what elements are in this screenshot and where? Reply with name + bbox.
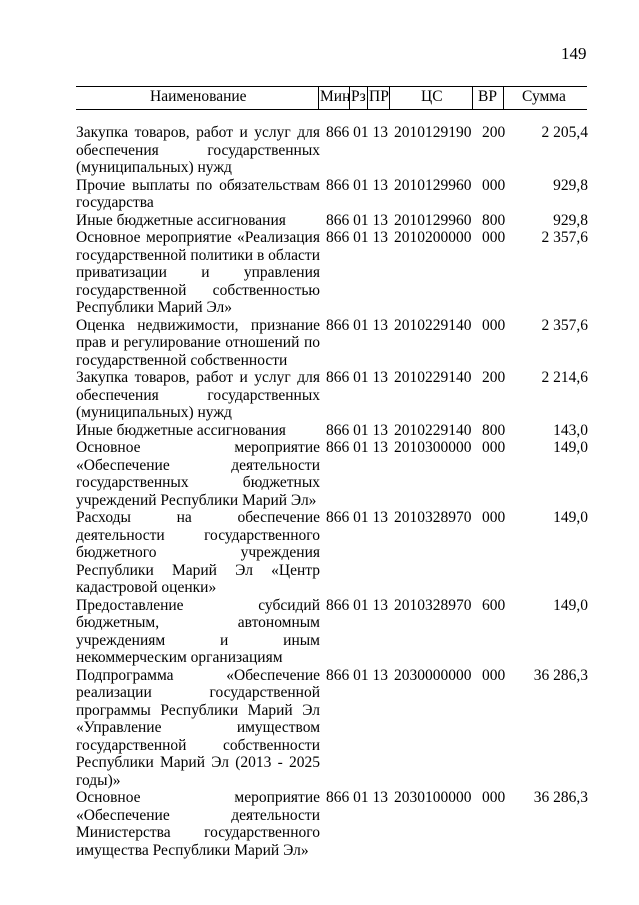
row-rz: 01 [353, 439, 369, 456]
table-row [76, 124, 588, 177]
header-separator [472, 86, 473, 109]
table-row [76, 177, 588, 212]
row-pr: 13 [372, 176, 388, 194]
row-rz: 01 [353, 369, 369, 386]
header-separator [349, 86, 350, 109]
row-vr: 000 [482, 439, 506, 456]
row-min: 866 [326, 369, 350, 386]
row-cs: 2010328970 [394, 596, 472, 614]
table-row [76, 439, 588, 509]
table-row [76, 667, 588, 790]
table-row [76, 229, 588, 317]
row-pr: 13 [372, 666, 388, 684]
table-row [76, 317, 588, 370]
row-codes [320, 597, 390, 667]
row-min: 866 [326, 421, 350, 439]
row-name: Иные бюджетные ассигнования [76, 421, 286, 439]
row-min: 866 [326, 316, 350, 334]
row-codes [320, 124, 390, 177]
row-name: Основное мероприятие «Обеспечение деятельности государственных бюджетных учреждений Республики Марий Эл» [76, 439, 320, 509]
row-rz: 01 [353, 124, 369, 141]
row-name: Закупка товаров, работ и услуг для обеспечения государственных (муниципальных) нужд [76, 124, 320, 176]
row-vr: 200 [482, 124, 506, 141]
row-name: Основное мероприятие «Обеспечение деятельности Министерства государственного имущества Республики Марий Эл» [76, 789, 320, 859]
header-rz: Рз [351, 88, 366, 105]
row-min: 866 [326, 439, 350, 456]
row-codes [320, 509, 390, 597]
row-pr: 13 [372, 229, 388, 246]
row-cs: 2010229140 [394, 369, 472, 386]
row-cs: 2010300000 [394, 439, 472, 456]
page-number: 149 [561, 44, 587, 63]
row-vr: 800 [482, 211, 506, 229]
row-name: Подпрограмма «Обеспечение реализации государственной программы Республики Марий Эл «Управление имуществом государственной собственности Республики Марий Эл (2013 - 2025 годы)» [76, 666, 320, 789]
row-pr: 13 [372, 211, 388, 229]
row-min: 866 [326, 596, 350, 614]
row-pr: 13 [372, 509, 388, 526]
row-pr: 13 [372, 789, 388, 806]
row-sum: 2 205,4 [541, 124, 588, 141]
row-rz: 01 [353, 666, 369, 684]
row-rz: 01 [353, 421, 369, 439]
row-pr: 13 [372, 439, 388, 456]
row-cs: 2010229140 [394, 421, 472, 439]
header-min: Мин [320, 88, 351, 105]
row-name: Предоставление субсидий бюджетным, автономным учреждениям и иным некоммерческим организациям [76, 596, 320, 666]
row-codes [320, 667, 390, 790]
row-name: Закупка товаров, работ и услуг для обеспечения государственных (муниципальных) нужд [76, 369, 320, 421]
row-rz: 01 [353, 509, 369, 526]
row-pr: 13 [372, 421, 388, 439]
row-rz: 01 [353, 229, 369, 246]
table-header-bottom-rule [76, 109, 587, 110]
table-row [76, 369, 588, 422]
row-codes [320, 212, 390, 230]
row-cs: 2010229140 [394, 316, 472, 334]
row-cs: 2030000000 [394, 666, 472, 684]
row-pr: 13 [372, 369, 388, 386]
table-row [76, 212, 588, 230]
row-min: 866 [326, 666, 350, 684]
row-codes [320, 789, 390, 859]
row-name: Оценка недвижимости, признание прав и регулирование отношений по государственной собственности [76, 316, 320, 369]
header-separator [367, 86, 368, 109]
row-min: 866 [326, 789, 350, 806]
row-sum: 36 286,3 [533, 666, 588, 684]
row-sum: 149,0 [553, 509, 588, 526]
row-sum: 929,8 [553, 176, 588, 194]
row-name: Иные бюджетные ассигнования [76, 211, 286, 229]
table-row [76, 422, 588, 440]
row-codes [320, 317, 390, 370]
row-codes [320, 229, 390, 317]
row-rz: 01 [353, 596, 369, 614]
row-cs: 2010129960 [394, 211, 472, 229]
row-pr: 13 [372, 124, 388, 141]
row-vr: 000 [482, 789, 506, 806]
row-vr: 600 [482, 596, 506, 614]
row-cs: 2010129960 [394, 176, 472, 194]
row-rz: 01 [353, 211, 369, 229]
row-min: 866 [326, 229, 350, 246]
row-codes [320, 439, 390, 509]
header-cs: ЦС [421, 88, 443, 105]
row-min: 866 [326, 176, 350, 194]
row-cs: 2010328970 [394, 509, 472, 526]
header-separator [503, 86, 504, 109]
row-cs: 2010200000 [394, 229, 472, 246]
row-vr: 000 [482, 666, 506, 684]
header-name: Наименование [150, 88, 247, 105]
row-vr: 000 [482, 229, 506, 246]
row-vr: 800 [482, 421, 506, 439]
row-vr: 200 [482, 369, 506, 386]
row-sum: 2 214,6 [541, 369, 588, 386]
row-rz: 01 [353, 316, 369, 334]
row-name: Прочие выплаты по обязательствам государства [76, 176, 320, 211]
row-codes [320, 369, 390, 422]
row-vr: 000 [482, 316, 506, 334]
row-min: 866 [326, 509, 350, 526]
header-pr: ПР [369, 88, 389, 105]
table-header-top-rule [76, 86, 587, 87]
row-sum: 149,0 [553, 596, 588, 614]
row-rz: 01 [353, 176, 369, 194]
row-cs: 2030100000 [394, 789, 472, 806]
table-row [76, 789, 588, 859]
row-vr: 000 [482, 509, 506, 526]
row-cs: 2010129190 [394, 124, 472, 141]
row-vr: 000 [482, 176, 506, 194]
row-name: Расходы на обеспечение деятельности государственного бюджетного учреждения Республики Марий Эл «Центр кадастровой оценки» [76, 509, 320, 596]
row-pr: 13 [372, 316, 388, 334]
row-sum: 2 357,6 [541, 316, 588, 334]
row-pr: 13 [372, 596, 388, 614]
row-codes [320, 177, 390, 212]
table-row [76, 509, 588, 597]
row-codes [320, 422, 390, 440]
header-vr: ВР [478, 88, 497, 105]
header-separator [318, 86, 319, 109]
row-min: 866 [326, 211, 350, 229]
row-sum: 149,0 [553, 439, 588, 456]
row-sum: 36 286,3 [533, 789, 588, 806]
row-sum: 2 357,6 [541, 229, 588, 246]
header-sum: Сумма [522, 88, 566, 105]
table-row [76, 597, 588, 667]
row-name: Основное мероприятие «Реализация государственной политики в области приватизации и управления государственной собственностью Республики Марий Эл» [76, 229, 320, 316]
header-separator [389, 86, 390, 109]
row-sum: 143,0 [553, 421, 588, 439]
row-rz: 01 [353, 789, 369, 806]
budget-table-body [76, 124, 588, 859]
row-sum: 929,8 [553, 211, 588, 229]
row-min: 866 [326, 124, 350, 141]
